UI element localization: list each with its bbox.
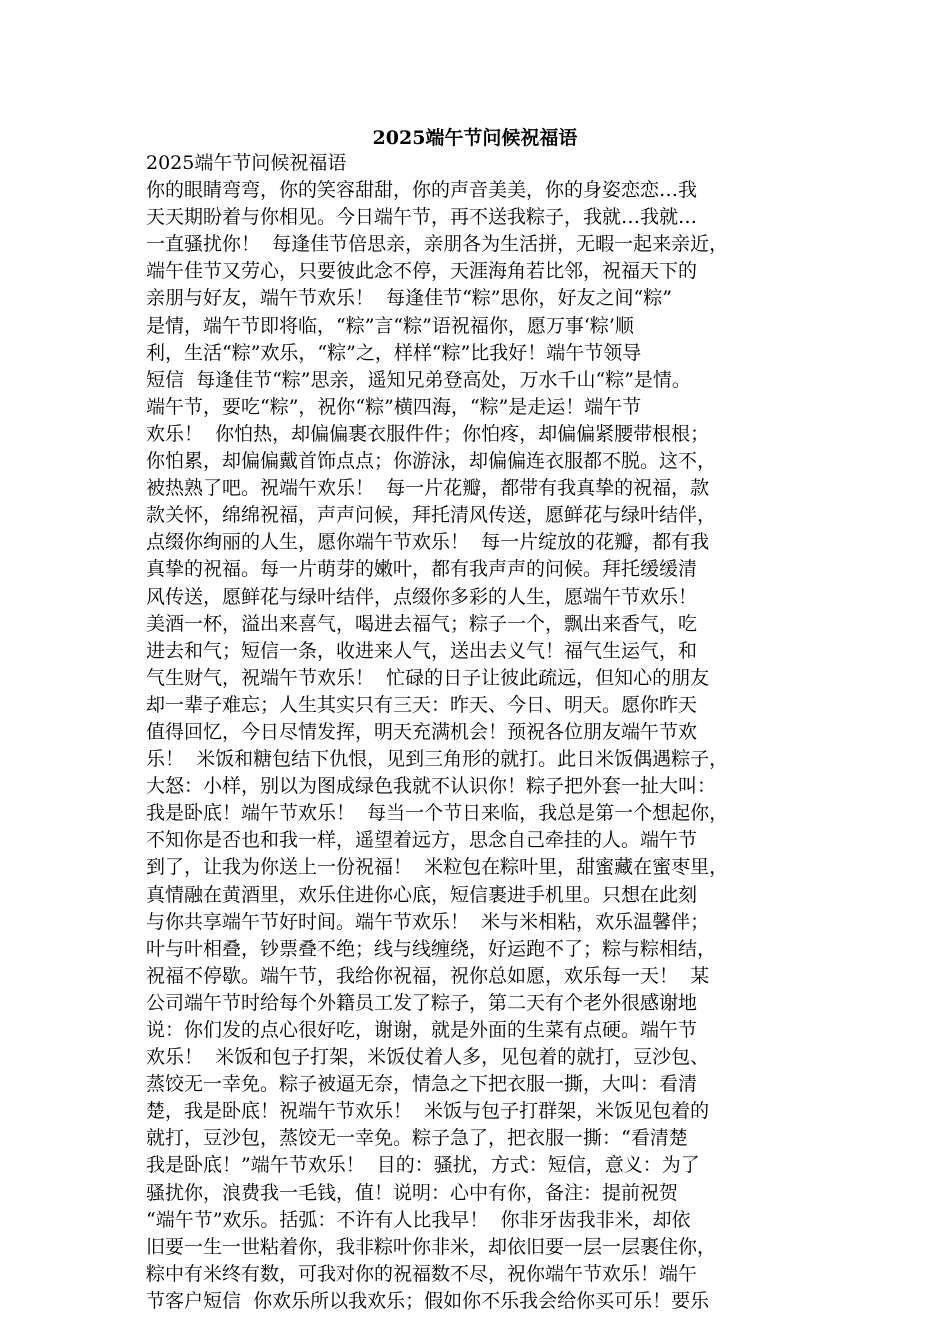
body-line: 短信 每逢佳节“粽”思亲，遥知兄弟登高处，万水千山“粽”是情。 xyxy=(146,368,691,391)
body-line: 大怒：小样，别以为图成绿色我就不认识你！粽子把外套一扯大叫： xyxy=(146,775,717,798)
body-line: 公司端午节时给每个外籍员工发了粽子，第二天有个老外很感谢地 xyxy=(146,991,698,1014)
body-line: 利，生活“粽”欢乐，“粽”之，样样“粽”比我好！端午节领导 xyxy=(146,341,642,364)
body-line: 被热熟了吧。祝端午欢乐！ 每一片花瓣，都带有我真挚的祝福，款 xyxy=(146,477,710,500)
body-line: 乐！ 米饭和糖包结下仇恨，见到三角形的就打。此日米饭偶遇粽子， xyxy=(146,748,729,771)
body-line: 风传送，愿鲜花与绿叶结伴，点缀你多彩的人生，愿端午节欢乐！ xyxy=(146,585,698,608)
body-line: 真情融在黄酒里，欢乐住进你心底，短信裹进手机里。只想在此刻 xyxy=(146,883,698,906)
body-line: 气生财气，祝端午节欢乐！ 忙碌的日子让彼此疏远，但知心的朋友 xyxy=(146,666,710,689)
body-line: “端午节”欢乐。括弧：不许有人比我早！ 你非牙齿我非米，却依 xyxy=(146,1208,691,1231)
body-line: 就打，豆沙包，蒸饺无一幸免。粽子急了，把衣服一撕：“看清楚 xyxy=(146,1127,688,1150)
body-line: 真挚的祝福。每一片萌芽的嫩叶，都有我声声的问候。拜托缓缓清 xyxy=(146,558,698,581)
body-line: 亲朋与好友，端午节欢乐！ 每逢佳节“粽”思你，好友之间“粽” xyxy=(146,287,672,310)
body-line: 天天期盼着与你相见。今日端午节，再不送我粽子，我就…我就… xyxy=(146,206,698,229)
body-line: 是情，端午节即将临，“粽”言“粽”语祝福你，愿万事‘粽’顺 xyxy=(146,314,634,337)
body-line: 款关怀，绵绵祝福，声声问候，拜托清风传送，愿鲜花与绿叶结伴， xyxy=(146,504,717,527)
body-line: 到了，让我为你送上一份祝福！ 米粒包在粽叶里，甜蜜藏在蜜枣里， xyxy=(146,856,729,879)
body-line: 端午节，要吃“粽”，祝你“粽”横四海，“粽”是走运！端午节 xyxy=(146,395,642,418)
body-line: 不知你是否也和我一样，遥望着远方，思念自己牵挂的人。端午节 xyxy=(146,829,698,852)
body-line: 点缀你绚丽的人生，愿你端午节欢乐！ 每一片绽放的花瓣，都有我 xyxy=(146,531,710,554)
body-line: 叶与叶相叠，钞票叠不绝；线与线缠绕，好运跑不了；粽与粽相结， xyxy=(146,937,717,960)
body-line: 我是卧底！”端午节欢乐！ 目的：骚扰，方式：短信，意义：为了 xyxy=(146,1154,700,1177)
body-line: 我是卧底！端午节欢乐！ 每当一个节日来临，我总是第一个想起你， xyxy=(146,802,729,825)
body-line: 旧要一生一世粘着你，我非粽叶你非米，却依旧要一层一层裹住你， xyxy=(146,1235,717,1258)
body-line: 进去和气；短信一条，收进来人气，送出去义气！福气生运气，和 xyxy=(146,639,698,662)
body-line: 值得回忆，今日尽情发挥，明天充满机会！预祝各位朋友端午节欢 xyxy=(146,720,698,743)
document-body xyxy=(146,150,818,1315)
body-line: 你的眼睛弯弯，你的笑容甜甜，你的声音美美，你的身姿恋恋…我 xyxy=(146,179,698,202)
body-line: 端午佳节又劳心，只要彼此念不停，天涯海角若比邻，祝福天下的 xyxy=(146,260,698,283)
body-line: 粽中有米终有数，可我对你的祝福数不尽，祝你端午节欢乐！端午 xyxy=(146,1262,698,1285)
body-line: 你怕累，却偏偏戴首饰点点；你游泳，却偏偏连衣服都不脱。这不， xyxy=(146,450,717,473)
body-line: 节客户短信 你欢乐所以我欢乐；假如你不乐我会给你买可乐！要乐 xyxy=(146,1289,710,1312)
body-line: 一直骚扰你！ 每逢佳节倍思亲，亲朋各为生活拼，无暇一起来亲近， xyxy=(146,233,729,256)
body-line: 蒸饺无一幸免。粽子被逼无奈，情急之下把衣服一撕，大叫：看清 xyxy=(146,1073,698,1096)
body-line: 与你共享端午节好时间。端午节欢乐！ 米与米相粘，欢乐温馨伴； xyxy=(146,910,710,933)
body-line: 欢乐！ 米饭和包子打架，米饭仗着人多，见包着的就打，豆沙包、 xyxy=(146,1046,710,1069)
body-line: 欢乐！ 你怕热，却偏偏裹衣服件件；你怕疼，却偏偏紧腰带根根； xyxy=(146,422,710,445)
body-line: 祝福不停歇。端午节，我给你祝福，祝你总如愿，欢乐每一天！ 某 xyxy=(146,964,710,987)
body-line: 骚扰你，浪费我一毛钱，值！说明：心中有你，备注：提前祝贺 xyxy=(146,1181,679,1204)
document-subtitle: 2025端午节问候祝福语 xyxy=(146,152,347,174)
body-line: 说：你们发的点心很好吃，谢谢，就是外面的生菜有点硬。端午节 xyxy=(146,1019,698,1041)
body-line: 却一辈子难忘；人生其实只有三天：昨天、今日、明天。愿你昨天 xyxy=(146,693,698,716)
body-line: 楚，我是卧底！祝端午节欢乐！ 米饭与包子打群架，米饭见包着的 xyxy=(146,1100,710,1123)
body-line: 美酒一杯，溢出来喜气，喝进去福气；粽子一个，飘出来香气，吃 xyxy=(146,612,698,635)
document-title: 2025端午节问候祝福语 xyxy=(372,127,578,149)
